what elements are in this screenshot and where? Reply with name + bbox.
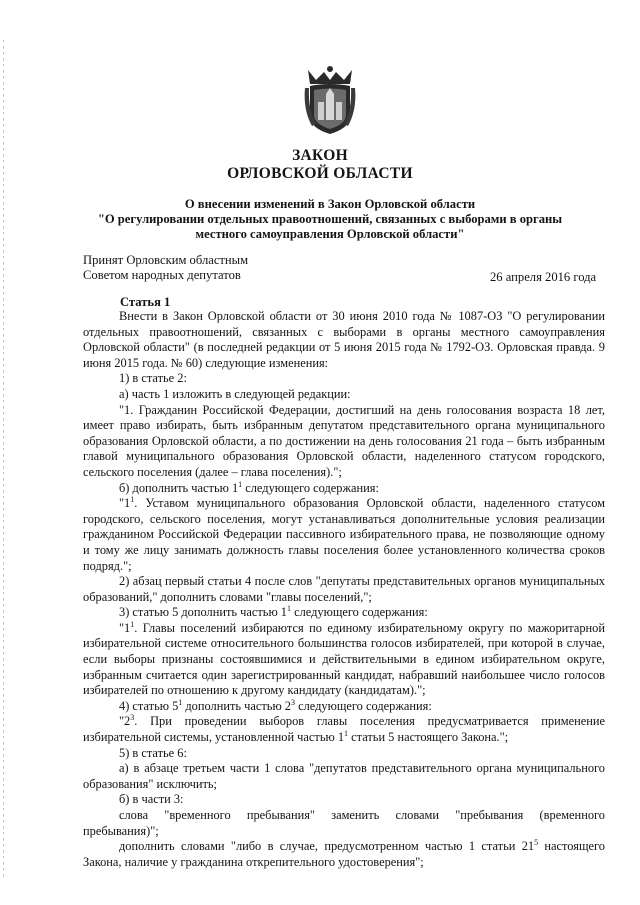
paragraph: 3) статью 5 дополнить частью $1^1$ следующего содержания: [119, 604, 428, 620]
adoption-line1: Принят Орловским областным [83, 253, 249, 267]
paragraph: а) в абзаце третьем части 1 слова "депутатов представительного органа муниципального образования" исключить; [83, 761, 605, 791]
law-subtitle-line1: О внесении изменений в Закон Орловской области [184, 197, 476, 211]
article-heading: Статья 1 [120, 295, 171, 309]
paragraph: дополнить словами "либо в случае, предусмотренном частью 1 статьи $21^5$ настоящего Закона, наличие у гражданина открепительного удостоверения"; [83, 838, 605, 869]
law-subtitle-line2: "О регулировании отдельных правоотношений, связанных с выборами в органы [97, 212, 563, 226]
article-body [83, 309, 605, 870]
paragraph: "$1^1$. Главы поселений избираются по единому избирательному округу по мажоритарной избирательной системе относительного большинства голосов избирателей, при которой в случае, если выборы признаны состоявшимися и действительными в едином избирательном округе, избранным считается один зарегистрированный кандидат, набравший наибольшее число голосов избирателей по отношению к другому кандидату (кандидатам)."; [83, 619, 605, 698]
adoption-line2: Советом народных депутатов [83, 268, 241, 282]
adoption-date: 26 апреля 2016 года [490, 270, 597, 284]
paragraph: "$2^3$. При проведении выборов главы поселения предусматривается применение избирательной системы, установленной частью $1^1$ статьи 5 настоящего Закона."; [83, 713, 605, 745]
law-subtitle-line3: местного самоуправления Орловской области" [195, 227, 465, 241]
coat-of-arms-icon [304, 64, 356, 136]
paragraph: 2) абзац первый статьи 4 после слов "депутаты представительных органов муниципальных образований," дополнить словами "главы поселений,"; [83, 574, 605, 604]
document-title-line2: ОРЛОВСКОЙ ОБЛАСТИ [227, 165, 413, 182]
paragraph: Внести в Закон Орловской области от 30 июня 2010 года № 1087-ОЗ "О регулировании отдельных правоотношений, связанных с выборами в органы местного самоуправления Орловской области" (в последней редакции от 5 июня 2015 года № 1792-ОЗ. Орловская правда. 9 июня 2015 года. № 60) следующие изменения: [83, 309, 605, 370]
paragraph: б) дополнить частью $1^1$ следующего содержания: [119, 479, 379, 495]
paragraph: 1) в статье 2: [119, 371, 187, 386]
paragraph: 5) в статье 6: [119, 745, 187, 760]
paragraph: б) в части 3: [119, 792, 184, 807]
paragraph: "1. Гражданин Российской Федерации, достигший на день голосования возраста 18 лет, имеет право избирать, быть избранным депутатом представительного органа муниципального образования Орловской области, а по достижении на день голосования 21 года – быть избранным главой муниципального образования Орловской области, наделенного статусом городского, сельского поселения (далее – глава поселения)."; [83, 402, 605, 479]
paragraph: а) часть 1 изложить в следующей редакции: [119, 386, 351, 401]
document-title-line1: ЗАКОН [292, 147, 348, 164]
paragraph: слова "временного пребывания" заменить словами "пребывания (временного пребывания)"; [83, 808, 605, 838]
paragraph: 4) статью $5^1$ дополнить частью $2^3$ следующего содержания: [119, 697, 432, 713]
paragraph: "$1^1$. Уставом муниципального образования Орловской области, наделенного статусом городского, сельского поселения, могут устанавливаться дополнительные условия реализации гражданином Российской Федерации пассивного избирательного права, не позволяющие одному и тому же лицу занимать должность главы поселения более установленного количества сроков подряд."; [83, 495, 605, 573]
